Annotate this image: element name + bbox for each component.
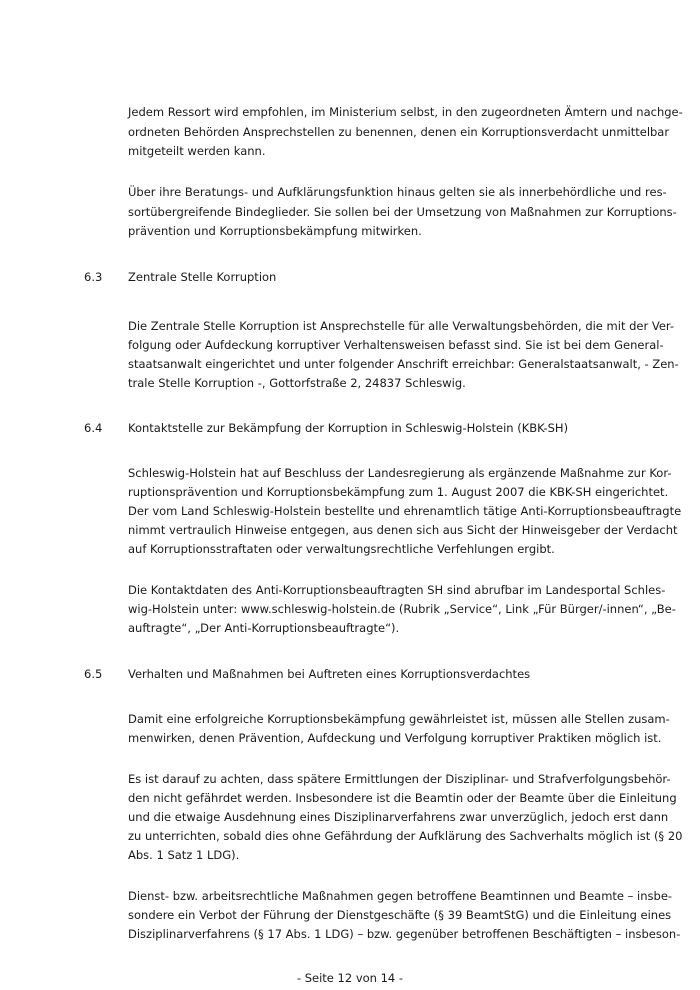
paragraph-line: und die etwaige Ausdehnung eines Disziplinarverfahrens zwar unverzüglich, jedoch erst dann (128, 810, 669, 824)
paragraph-line: zu unterrichten, sobald dies ohne Gefährdung der Aufklärung des Sachverhalts möglich ist (§ 20 (128, 829, 683, 843)
paragraph-line: auf Korruptionsstraftaten oder verwaltungsrechtliche Verfehlungen ergibt. (128, 542, 555, 556)
paragraph-line: Die Zentrale Stelle Korruption ist Ansprechstelle für alle Verwaltungsbehörden, die mit der Ver- (128, 319, 675, 333)
paragraph-line: Die Kontaktdaten des Anti-Korruptionsbeauftragten SH sind abrufbar im Landesportal Schles- (128, 583, 666, 597)
paragraph-line: den nicht gefährdet werden. Insbesondere ist die Beamtin oder der Beamte über die Einleitung (128, 791, 677, 805)
section-title: Kontaktstelle zur Bekämpfung der Korruption in Schleswig-Holstein (KBK-SH) (128, 421, 569, 435)
paragraph-line: Disziplinarverfahrens (§ 17 Abs. 1 LDG) – bzw. gegenüber betroffenen Beschäftigten – insbeson- (128, 927, 681, 941)
paragraph-line: folgung oder Aufdeckung korruptiver Verhaltensweisen befasst sind. Sie ist bei dem General- (128, 338, 664, 352)
paragraph-line: Jedem Ressort wird empfohlen, im Ministerium selbst, in den zugeordneten Ämtern und nachge- (128, 105, 683, 119)
paragraph-line: Dienst- bzw. arbeitsrechtliche Maßnahmen gegen betroffene Beamtinnen und Beamte – insbe- (128, 889, 673, 903)
paragraph-line: ruptionsprävention und Korruptionsbekämpfung zum 1. August 2007 die KBK-SH eingerichtet. (128, 485, 669, 499)
paragraph-line: Damit eine erfolgreiche Korruptionsbekämpfung gewährleistet ist, müssen alle Stellen zusam- (128, 712, 670, 726)
paragraph-line: prävention und Korruptionsbekämpfung mitwirken. (128, 224, 422, 238)
paragraph-line: nimmt vertraulich Hinweise entgegen, aus denen sich aus Sicht der Hinweisgeber der Verdacht (128, 523, 678, 537)
page-number-footer: - Seite 12 von 14 - (296, 971, 404, 985)
paragraph-line: Es ist darauf zu achten, dass spätere Ermittlungen der Disziplinar- und Strafverfolgungsbehör- (128, 772, 671, 786)
paragraph-line: Abs. 1 Satz 1 LDG). (128, 848, 240, 862)
paragraph-line: wig-Holstein unter: www.schleswig-holstein.de (Rubrik „Service“, Link „Für Bürger/-innen“, „Be- (128, 602, 676, 616)
section-title: Zentrale Stelle Korruption (128, 270, 277, 284)
section-title: Verhalten und Maßnahmen bei Auftreten eines Korruptionsverdachtes (128, 667, 531, 681)
paragraph-line: ordneten Behörden Ansprechstellen zu benennen, denen ein Korruptionsverdacht unmittelbar (128, 125, 670, 139)
section-number: 6.5 (84, 667, 103, 681)
section-number: 6.4 (84, 421, 103, 435)
paragraph-line: auftragte“, „Der Anti-Korruptionsbeauftragte“). (128, 621, 400, 635)
paragraph-line: menwirken, denen Prävention, Aufdeckung und Verfolgung korruptiver Praktiken möglich ist. (128, 731, 662, 745)
paragraph-line: mitgeteilt werden kann. (128, 144, 266, 158)
paragraph-line: trale Stelle Korruption -, Gottorfstraße 2, 24837 Schleswig. (128, 376, 466, 390)
paragraph-line: Schleswig-Holstein hat auf Beschluss der Landesregierung als ergänzende Maßnahme zur Kor- (128, 466, 672, 480)
paragraph-line: Über ihre Beratungs- und Aufklärungsfunktion hinaus gelten sie als innerbehördliche und res- (128, 185, 667, 199)
section-number: 6.3 (84, 270, 103, 284)
paragraph-line: sortübergreifende Bindeglieder. Sie sollen bei der Umsetzung von Maßnahmen zur Korruptions- (128, 205, 677, 219)
paragraph-line: staatsanwalt eingerichtet und unter folgender Anschrift erreichbar: Generalstaatsanwalt, - Zen- (128, 357, 679, 371)
paragraph-line: sondere ein Verbot der Führung der Dienstgeschäfte (§ 39 BeamtStG) und die Einleitung eines (128, 908, 672, 922)
paragraph-line: Der vom Land Schleswig-Holstein bestellte und ehrenamtlich tätige Anti-Korruptionsbeauftragte (128, 504, 682, 518)
